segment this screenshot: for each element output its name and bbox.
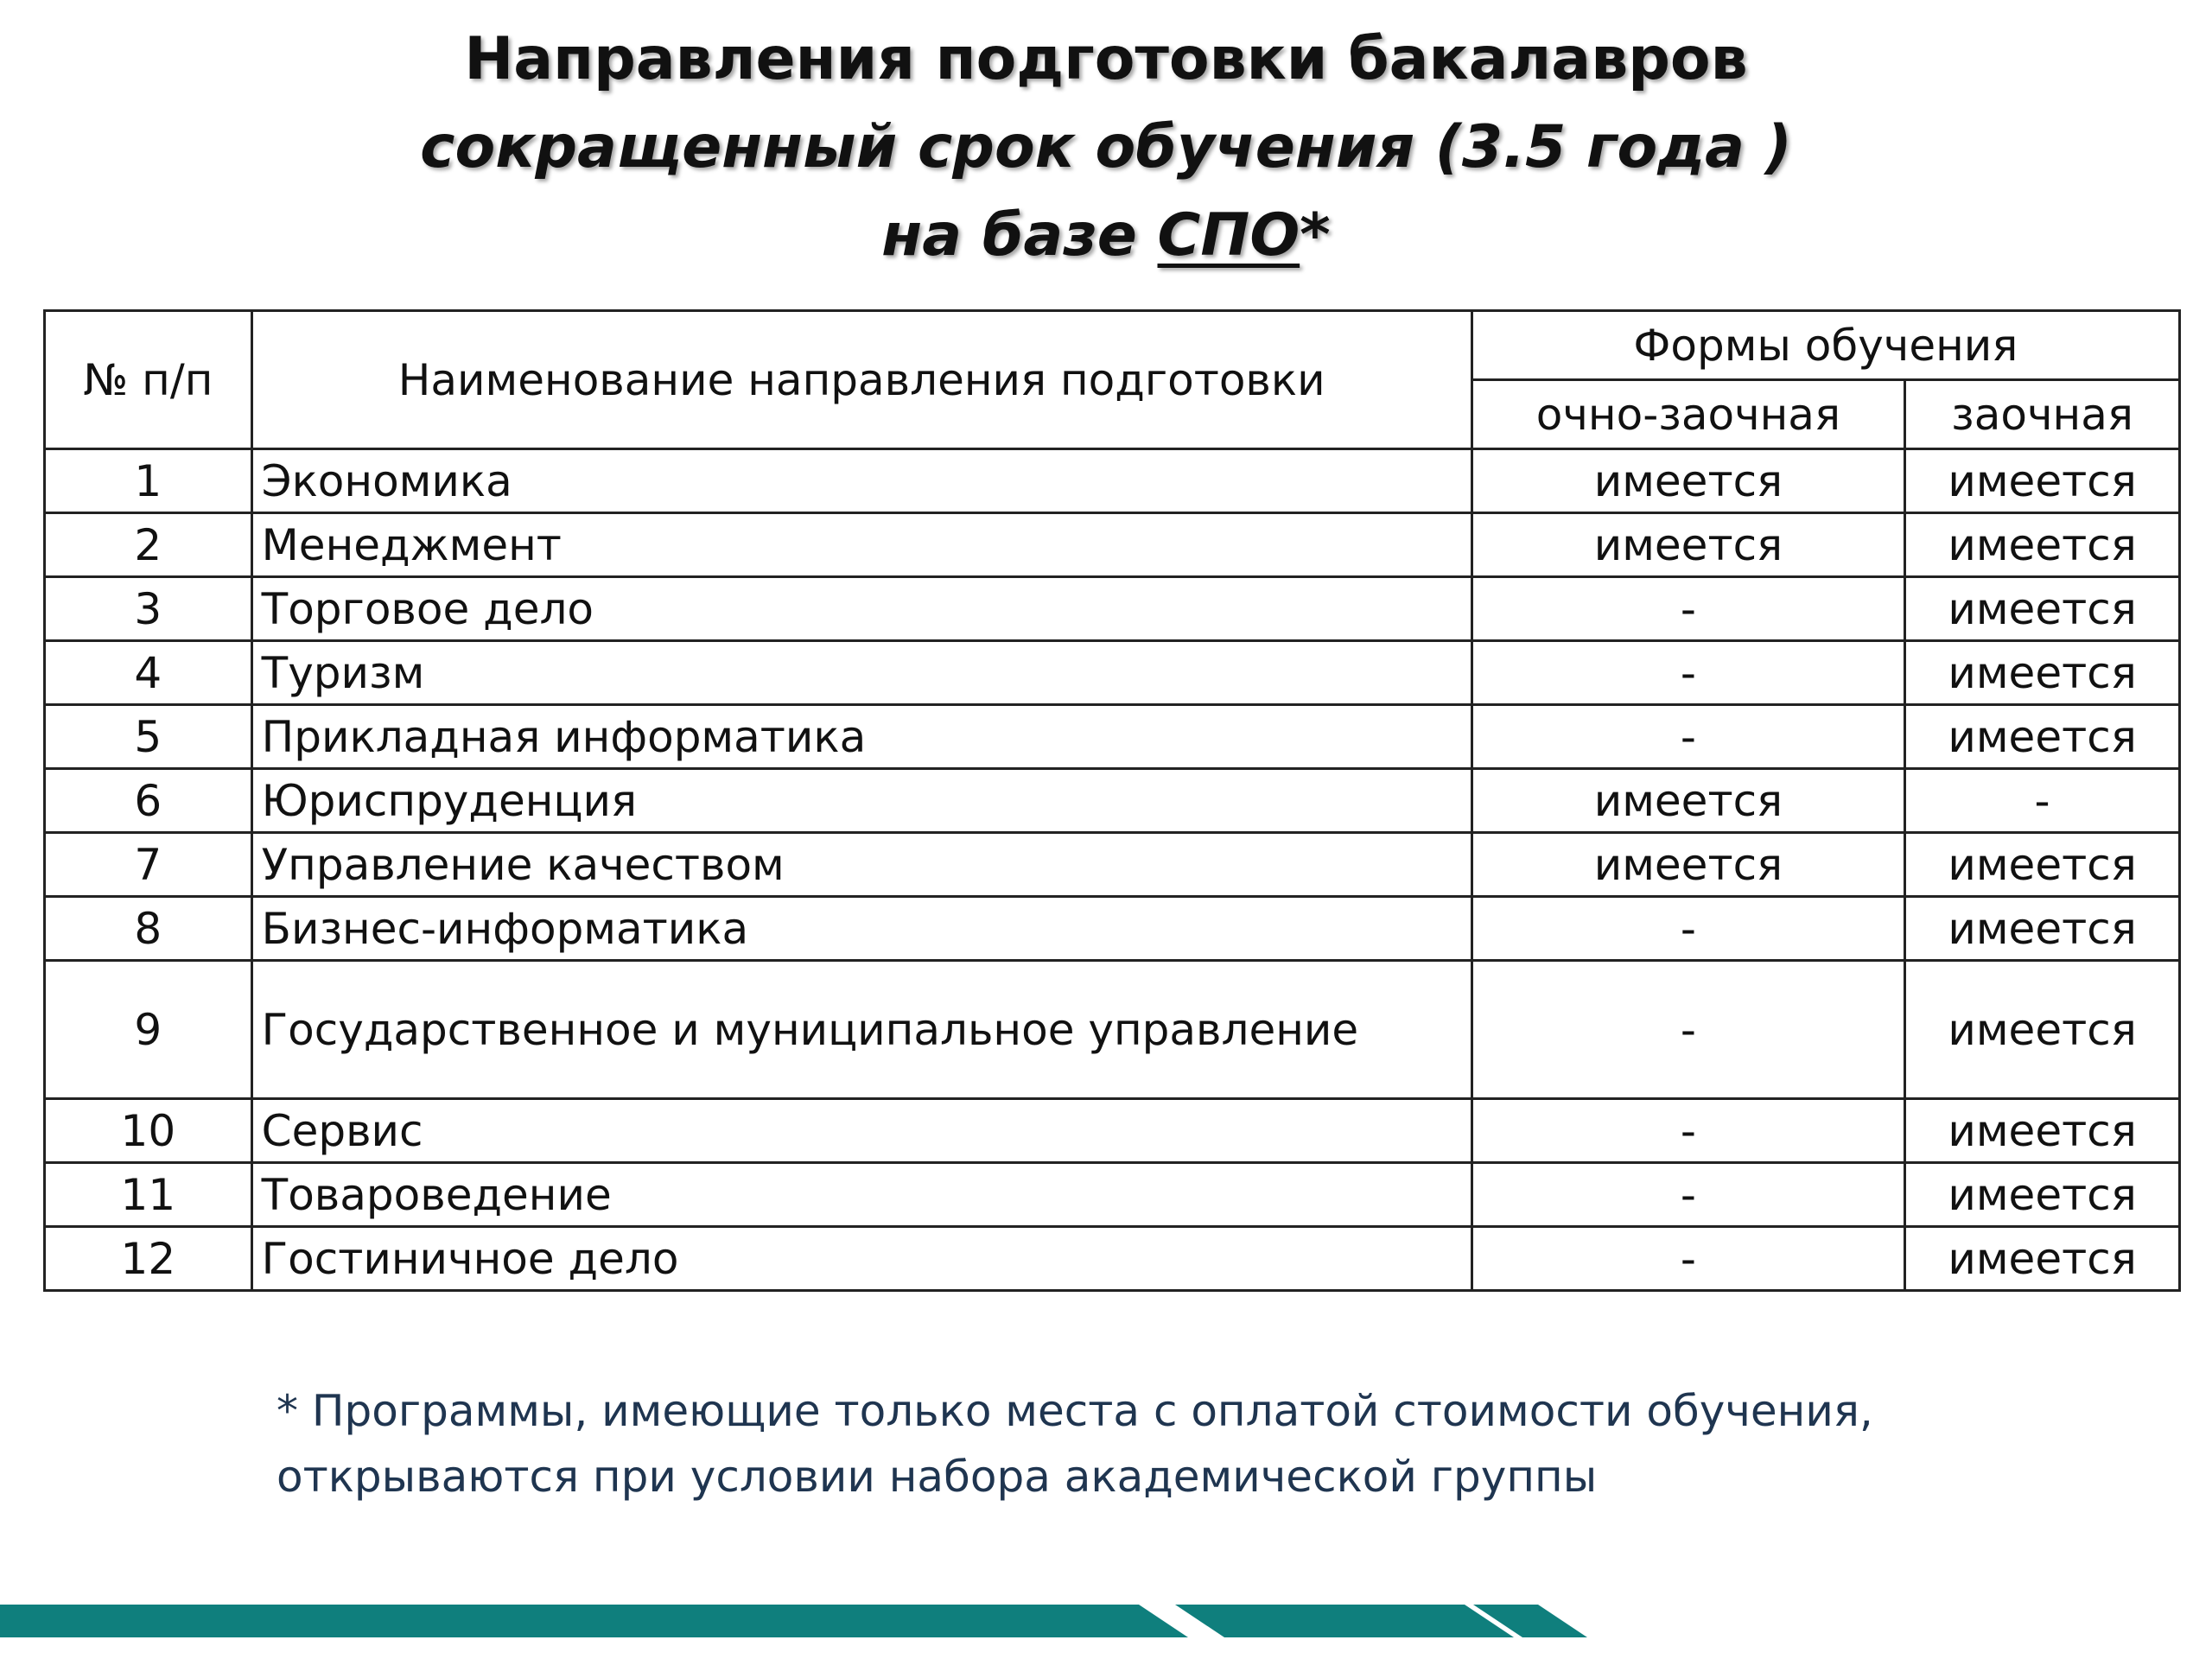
row-name: Управление качеством xyxy=(251,833,1471,897)
row-form-correspondence: имеется xyxy=(1905,961,2180,1099)
table-row xyxy=(45,769,2180,833)
row-form-part-time: имеется xyxy=(1471,833,1904,897)
row-name: Бизнес-информатика xyxy=(251,897,1471,961)
stripe-1 xyxy=(0,1605,1188,1637)
row-name: Торговое дело xyxy=(251,577,1471,641)
table-row xyxy=(45,1163,2180,1227)
row-num: 12 xyxy=(45,1227,252,1291)
row-form-correspondence: имеется xyxy=(1905,577,2180,641)
row-form-part-time: имеется xyxy=(1471,513,1904,577)
table-row xyxy=(45,513,2180,577)
row-num: 8 xyxy=(45,897,252,961)
row-name: Гостиничное дело xyxy=(251,1227,1471,1291)
row-form-correspondence: - xyxy=(1905,769,2180,833)
row-num: 4 xyxy=(45,641,252,705)
table-row xyxy=(45,961,2180,1099)
page-title xyxy=(0,16,2212,280)
title-line-3 xyxy=(0,192,2212,280)
row-form-correspondence: имеется xyxy=(1905,705,2180,769)
row-name: Менеджмент xyxy=(251,513,1471,577)
footnote-line-1: * Программы, имеющие только места с оплатой стоимости обучения, xyxy=(276,1386,1873,1436)
programs-table xyxy=(43,309,2181,1292)
row-form-part-time: - xyxy=(1471,961,1904,1099)
table-row xyxy=(45,833,2180,897)
table-row xyxy=(45,897,2180,961)
row-form-part-time: - xyxy=(1471,641,1904,705)
row-form-correspondence: имеется xyxy=(1905,1163,2180,1227)
table-row xyxy=(45,705,2180,769)
row-form-correspondence: имеется xyxy=(1905,833,2180,897)
table-row xyxy=(45,449,2180,513)
row-name: Экономика xyxy=(251,449,1471,513)
row-name: Туризм xyxy=(251,641,1471,705)
table-row xyxy=(45,641,2180,705)
row-form-part-time: - xyxy=(1471,705,1904,769)
title-line-2: сокращенный срок обучения (3.5 года ) xyxy=(420,113,1792,181)
row-form-correspondence: имеется xyxy=(1905,449,2180,513)
row-form-correspondence: имеется xyxy=(1905,513,2180,577)
row-num: 2 xyxy=(45,513,252,577)
row-form-part-time: - xyxy=(1471,1099,1904,1163)
row-num: 6 xyxy=(45,769,252,833)
stripe-2 xyxy=(1175,1605,1514,1637)
header-form-correspondence: заочная xyxy=(1905,380,2180,449)
row-form-part-time: - xyxy=(1471,1163,1904,1227)
header-num: № п/п xyxy=(45,311,252,449)
row-name: Юриспруденция xyxy=(251,769,1471,833)
title-line-3-underlined: СПО xyxy=(1157,201,1300,270)
row-form-correspondence: имеется xyxy=(1905,1227,2180,1291)
row-form-part-time: имеется xyxy=(1471,449,1904,513)
row-form-part-time: - xyxy=(1471,897,1904,961)
header-name: Наименование направления подготовки xyxy=(251,311,1471,449)
row-name: Сервис xyxy=(251,1099,1471,1163)
row-name: Товароведение xyxy=(251,1163,1471,1227)
row-form-correspondence: имеется xyxy=(1905,897,2180,961)
row-form-correspondence: имеется xyxy=(1905,641,2180,705)
footnote-line-2: открываются при условии набора академической группы xyxy=(276,1452,1598,1502)
header-forms: Формы обучения xyxy=(1471,311,2179,380)
title-line-3-prefix: на базе xyxy=(881,201,1158,270)
row-num: 10 xyxy=(45,1099,252,1163)
table-row xyxy=(45,1227,2180,1291)
table-row xyxy=(45,1099,2180,1163)
row-num: 5 xyxy=(45,705,252,769)
row-name: Прикладная информатика xyxy=(251,705,1471,769)
row-form-part-time: имеется xyxy=(1471,769,1904,833)
row-form-correspondence: имеется xyxy=(1905,1099,2180,1163)
row-name: Государственное и муниципальное управление xyxy=(251,961,1471,1099)
row-num: 7 xyxy=(45,833,252,897)
title-line-3-suffix: * xyxy=(1300,201,1331,270)
footnote xyxy=(276,1378,2005,1510)
row-num: 1 xyxy=(45,449,252,513)
table-header-row xyxy=(45,311,2180,380)
row-num: 11 xyxy=(45,1163,252,1227)
header-form-part-time: очно-заочная xyxy=(1471,380,1904,449)
row-form-part-time: - xyxy=(1471,577,1904,641)
row-num: 9 xyxy=(45,961,252,1099)
title-line-1: Направления подготовки бакалавров xyxy=(464,25,1748,93)
row-form-part-time: - xyxy=(1471,1227,1904,1291)
table-row xyxy=(45,577,2180,641)
row-num: 3 xyxy=(45,577,252,641)
decorative-stripes xyxy=(0,1605,1590,1637)
